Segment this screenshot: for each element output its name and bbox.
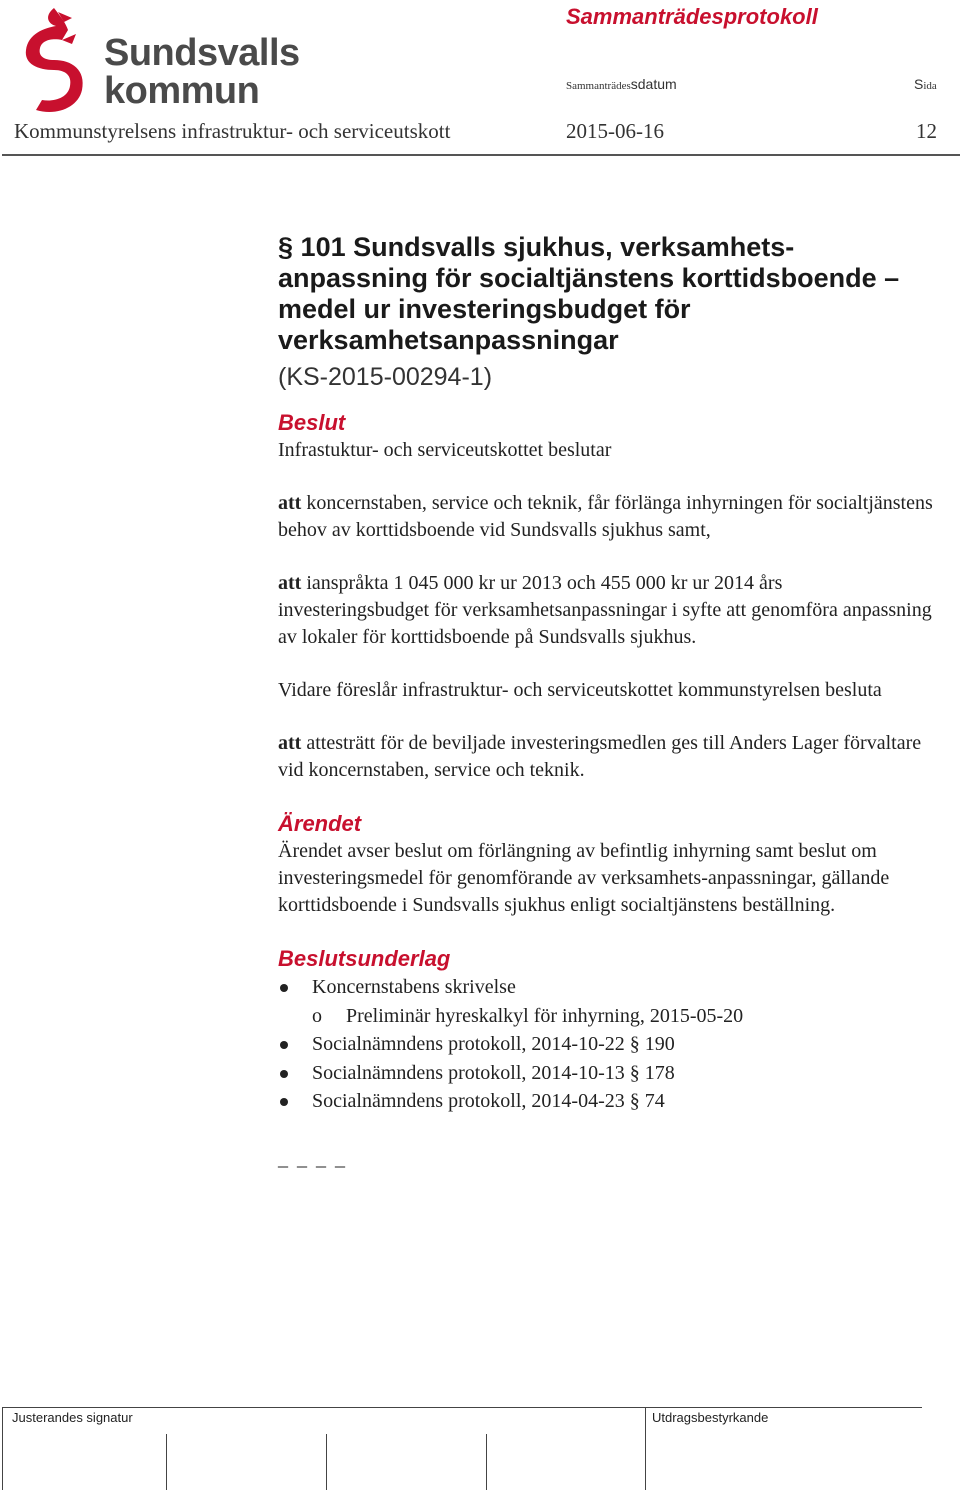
list-item [278,973,938,1002]
list-item-text: Socialnämndens protokoll, 2014-10-22 § 190 [312,1033,675,1055]
committee-name: Kommunstyrelsens infrastruktur- och serviceutskott [14,119,451,143]
page-number: 12 [916,119,937,143]
decision-text: ianspråkta 1 045 000 kr ur 2013 och 455 000 kr ur 2014 års investeringsbudget för verksamhetsanpassningar i syfte att genomföra anpassning av lokaler för korttidsboende på Sundsvalls sjukhus. [278,572,932,648]
document-type: Sammanträdesprotokoll [566,4,818,29]
arendet-text: Ärendet avser beslut om förlängning av befintlig inhyrning samt beslut om investeringsmedel för genomförande av verksamhets-anpassningar, gällande korttidsboende i Sundsvalls sjukhus enligt socialtjänstens beställning. [278,840,890,916]
proposal-item [278,730,938,784]
certification-box-border [645,1408,646,1490]
date-label-suffix: sdatum [630,76,677,92]
logo-line-2: kommun [104,70,260,112]
sub-bullet-icon: o [312,1004,322,1027]
date-label [566,76,677,94]
signature-box-divider [326,1434,327,1490]
bullet-icon [280,1041,288,1049]
logo-wordmark [104,34,300,110]
page-label-rest: ida [923,80,937,92]
meeting-date: 2015-06-16 [566,119,664,143]
beslut-heading: Beslut [278,410,346,435]
page-label [914,76,937,94]
list-subitem [278,1002,938,1031]
date-label-prefix: Sammanträdes [566,80,631,92]
section-title-text: 101 Sundsvalls sjukhus, verksamhets-anpassning för socialtjänstens korttidsboende – medel ur investeringsbudget för verksamhetsanpassningar [278,232,900,355]
bullet-icon [280,1098,288,1106]
protocol-section [278,232,938,1173]
beslutsunderlag-heading: Beslutsunderlag [278,946,451,971]
beslutsunderlag-list [278,973,938,1116]
list-item-text: Socialnämndens protokoll, 2014-10-13 § 178 [312,1061,675,1084]
signature-box-border [2,1408,3,1490]
bullet-icon [280,984,288,992]
decision-item [278,490,938,544]
decision-item [278,570,938,651]
bullet-icon [280,1070,288,1078]
beslut-intro: Infrastuktur- och serviceutskottet beslutar [278,439,612,461]
certification-label: Utdragsbestyrkande [652,1410,769,1425]
att-keyword: att [278,492,302,514]
att-keyword: att [278,572,302,594]
signature-label: Justerandes signatur [12,1410,133,1425]
list-item [278,1059,938,1088]
list-item [278,1030,938,1059]
sundsvalls-kommun-logo [14,6,304,118]
proposal-text: attesträtt för de beviljade investeringsmedlen ges till Anders Lager förvaltare vid koncernstaben, service och teknik. [278,732,922,781]
list-item [278,1087,938,1116]
page-label-first: S [914,76,924,92]
case-id: (KS-2015-00294-1) [278,363,493,391]
logo-line-1: Sundsvalls [104,32,300,74]
header-divider [2,154,960,156]
list-item-text: Koncernstabens skrivelse [312,976,516,998]
paragraph-symbol: § [278,232,294,262]
arendet-heading: Ärendet [278,811,362,836]
list-item-text: Preliminär hyreskalkyl för inhyrning, 2015-05-20 [346,1004,744,1027]
footer-divider [2,1407,922,1408]
dragon-emblem-icon [14,6,94,118]
signature-box-divider [486,1434,487,1490]
signature-box-divider [166,1434,167,1490]
decision-text: koncernstaben, service och teknik, får förlänga inhyrningen för socialtjänstens behov av korttidsboende vid Sundsvalls sjukhus samt, [278,492,933,541]
closing-dashes: _ _ _ _ [278,1147,347,1170]
att-keyword: att [278,732,302,754]
proposal-intro: Vidare föreslår infrastruktur- och serviceutskottet kommunstyrelsen besluta [278,679,882,701]
section-title [278,232,938,356]
list-item-text: Socialnämndens protokoll, 2014-04-23 § 74 [312,1090,665,1112]
